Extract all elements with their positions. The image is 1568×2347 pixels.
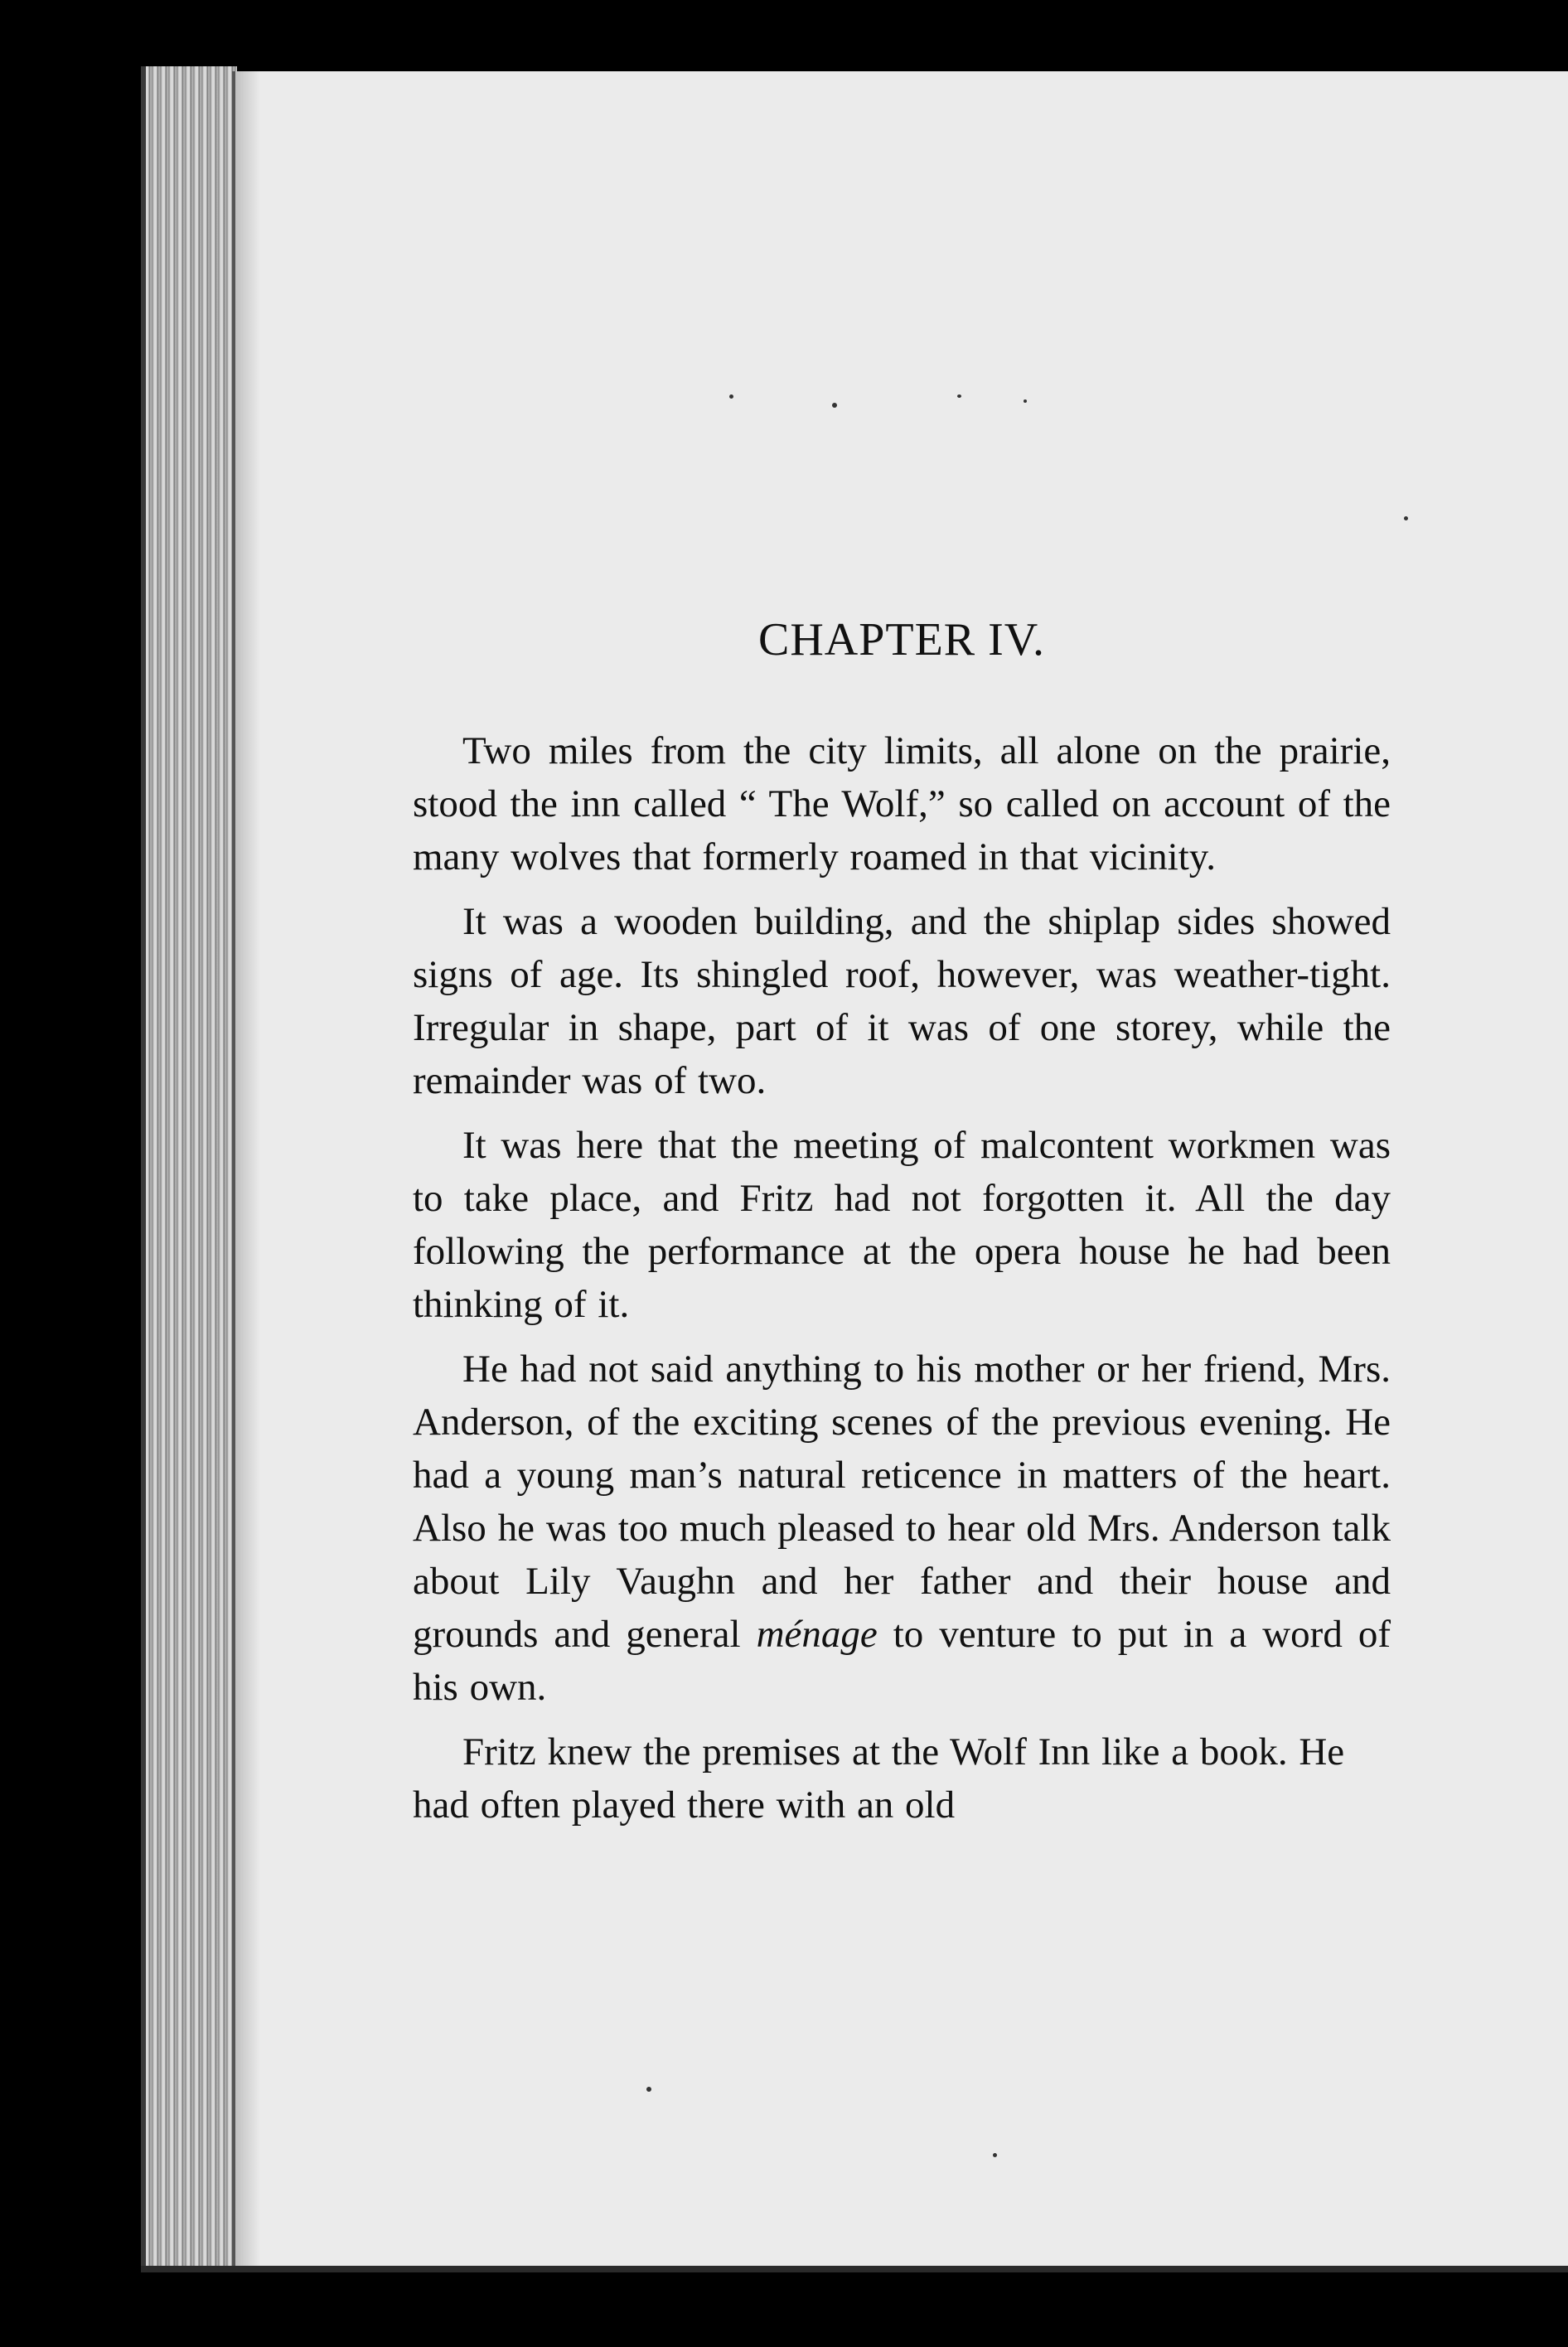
- paragraph: It was here that the meeting of malcontent workmen was to take place, and Fritz had not forgotten it. All the day following the performance at the opera house he had been thinking of it.: [413, 1124, 1391, 1326]
- dust-speck: [1404, 516, 1408, 520]
- paragraph: Two miles from the city limits, all alone on the prairie, stood the inn called “ The Wolf,” so called on account of the many wolves that formerly roamed in that vicinity.: [413, 729, 1391, 878]
- paragraph-text: to venture to put in a word of his own.: [413, 1613, 1391, 1709]
- paragraph: Fritz knew the premises at the Wolf Inn like a book. He had often played there with an old: [413, 1730, 1345, 1827]
- dust-speck: [646, 2087, 651, 2092]
- italic-word: ménage: [756, 1613, 878, 1656]
- page-gutter-shadow: [235, 71, 260, 2266]
- paragraph: It was a wooden building, and the shiplap sides showed signs of age. Its shingled roof, however, was weather-tight. Irregular in shape, part of it was of one storey, while the remainder was of two.: [413, 900, 1391, 1102]
- paragraph-text: He had not said anything to his mother or her friend, Mrs. Anderson, of the exciting scenes of the previous evening. He had a young man’s natural reticence in matters of the heart. Also he was too much pleased to hear old Mrs. Anderson talk about Lily Vaughn and her father and their house and grounds and general: [413, 1348, 1391, 1656]
- page-stack-edge: [141, 66, 237, 2271]
- dust-speck: [832, 403, 837, 408]
- dust-speck: [957, 394, 961, 398]
- chapter-heading: CHAPTER IV.: [757, 614, 1045, 665]
- dust-speck: [993, 2153, 997, 2157]
- dust-speck: [1024, 399, 1027, 403]
- page-text: [413, 613, 1391, 1843]
- dust-speck: [729, 394, 733, 399]
- page-bottom-edge: [141, 2266, 1568, 2272]
- paragraph: [413, 1343, 1391, 1714]
